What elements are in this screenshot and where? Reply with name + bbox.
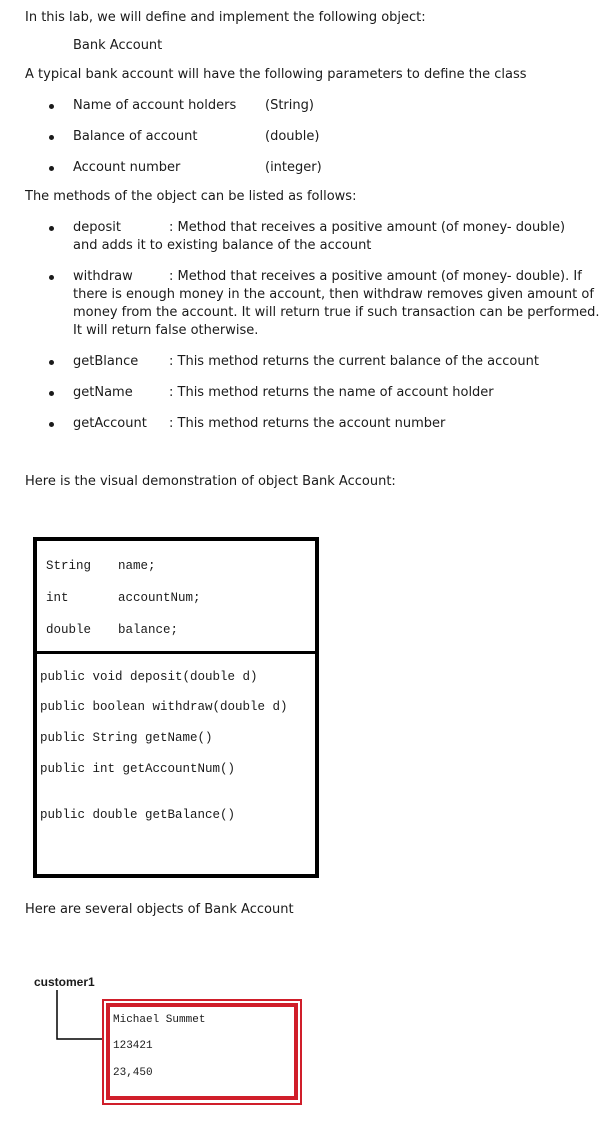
class-method: public boolean withdraw(double d): [40, 700, 288, 714]
method-name: getAccount: [73, 416, 147, 431]
object-balance-value: 23,450: [113, 1067, 153, 1079]
method-desc: : This method returns the name of account holder: [169, 385, 494, 400]
object-label: customer1: [34, 975, 95, 989]
methods-intro: The methods of the object can be listed as follows:: [25, 189, 357, 204]
method-name: withdraw: [73, 269, 133, 284]
class-diagram-divider: [33, 651, 319, 654]
bullet-icon: [49, 135, 54, 140]
object-name-value: Michael Summet: [113, 1014, 206, 1026]
field-name: name;: [118, 559, 156, 573]
method-desc: : This method returns the account number: [169, 416, 446, 431]
params-intro: A typical bank account will have the following parameters to define the class: [25, 67, 527, 82]
method-desc: : Method that receives a positive amount (of money- double) and adds it to existing balance of the account: [73, 220, 566, 253]
objects-intro: Here are several objects of Bank Account: [25, 902, 294, 917]
bullet-icon: [49, 166, 54, 171]
class-method: public void deposit(double d): [40, 670, 258, 684]
field-name: accountNum;: [118, 591, 201, 605]
field-type: String: [46, 559, 92, 573]
param-name: Account number: [73, 160, 181, 175]
field-type: double: [46, 623, 92, 637]
field-name: balance;: [118, 623, 179, 637]
method-desc: : Method that receives a positive amount (of money- double). If there is enough money in the account, then withdraw removes given amount of money from the account. It will return true if such transaction can be performed. It will return false otherwise.: [73, 269, 600, 338]
visual-intro: Here is the visual demonstration of object Bank Account:: [25, 474, 396, 489]
object-name: Bank Account: [73, 38, 163, 53]
intro-text: In this lab, we will define and implement the following object:: [25, 10, 426, 25]
method-name: deposit: [73, 220, 121, 235]
bullet-icon: [49, 275, 54, 280]
bullet-icon: [49, 360, 54, 365]
class-method: public int getAccountNum(): [40, 762, 236, 776]
param-type: (String): [265, 98, 314, 113]
method-name: getName: [73, 385, 133, 400]
class-method: public double getBalance(): [40, 808, 236, 822]
param-name: Name of account holders: [73, 98, 237, 113]
field-type: int: [46, 591, 69, 605]
reference-arrow-icon: [50, 990, 110, 1050]
param-type: (double): [265, 129, 320, 144]
bullet-icon: [49, 422, 54, 427]
param-name: Balance of account: [73, 129, 198, 144]
bullet-icon: [49, 226, 54, 231]
method-name: getBlance: [73, 354, 139, 369]
class-method: public String getName(): [40, 731, 213, 745]
method-desc: : This method returns the current balance of the account: [169, 354, 539, 369]
param-type: (integer): [265, 160, 322, 175]
bullet-icon: [49, 391, 54, 396]
object-account-value: 123421: [113, 1040, 153, 1052]
bullet-icon: [49, 104, 54, 109]
